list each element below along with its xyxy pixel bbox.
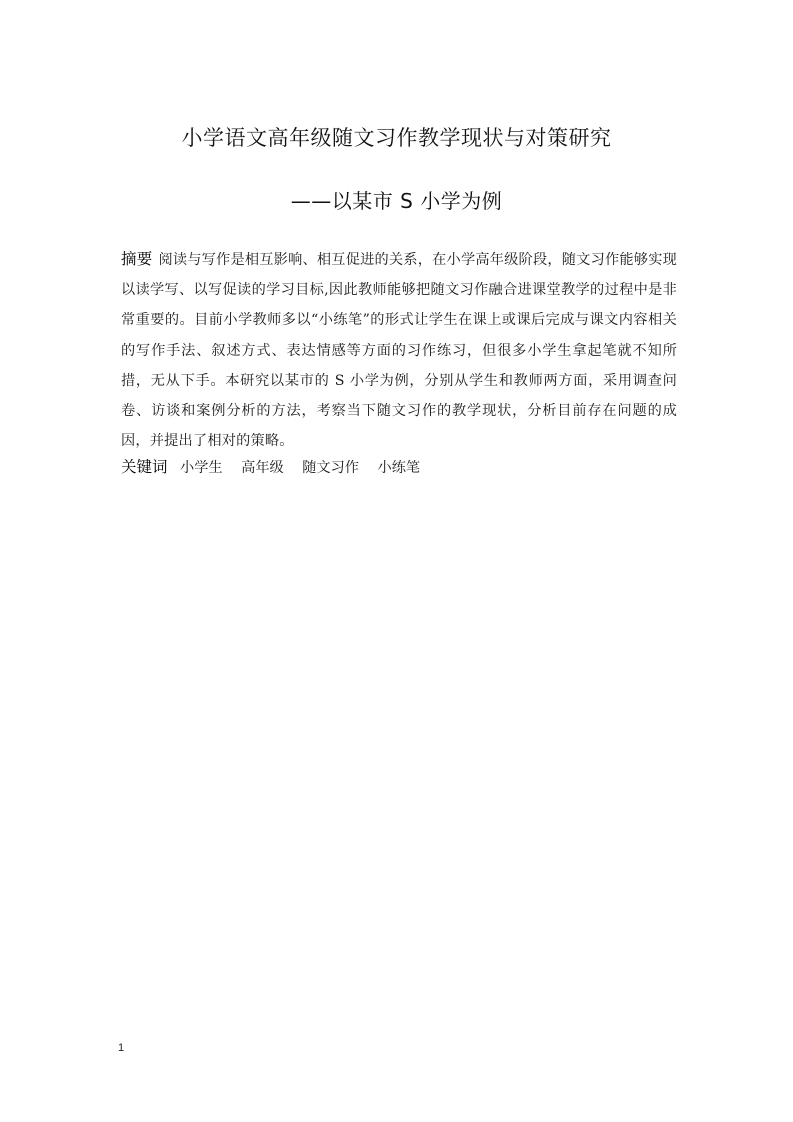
keyword-item: 小学生 (180, 460, 223, 476)
keywords-label: 关键词 (121, 458, 168, 476)
keywords-section (121, 453, 677, 482)
document-title: 小学语文高年级随文习作教学现状与对策研究 (181, 126, 612, 150)
keyword-item: 小练笔 (377, 460, 421, 476)
abstract-text: 阅读与写作是相互影响、相互促进的关系，在小学高年级阶段，随文习作能够实现以读学写、以写促读的学习目标,因此教师能够把随文习作融合进课堂教学的过程中是非常重要的。目前小学教师多以“小练笔”的形式让学生在课上或课后完成与课文内容相关的写作手法、叙述方式、表达情感等方面的习作练习，但很多小学生拿起笔就不知所措，无从下手。本研究以某市的 S 小学为例，分别从学生和教师两方面，采用调查问卷、访谈和案例分析的方法，考察当下随文习作的教学现状，分析目前存在问题的成因，并提出了相对的策略。 (121, 252, 677, 450)
abstract-label: 摘要 (121, 250, 153, 268)
page-number: 1 (118, 1042, 125, 1054)
keyword-item: 高年级 (241, 460, 284, 476)
keyword-item: 随文习作 (302, 460, 359, 476)
document-subtitle: ——以某市 S 小学为例 (290, 189, 503, 213)
abstract-section (121, 244, 677, 456)
